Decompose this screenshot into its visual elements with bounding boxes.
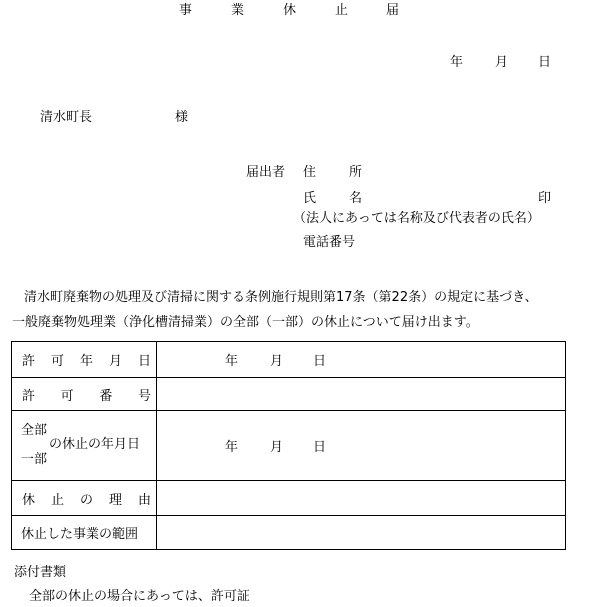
table-row-reason bbox=[12, 481, 566, 516]
address-label-char: 所 bbox=[349, 165, 363, 180]
applicant-label: 届出者 bbox=[246, 165, 286, 180]
label-partial: 一部 bbox=[21, 452, 48, 467]
body-line: 清水町廃棄物の処理及び清掃に関する条例施行規則第17条（第22条）の規定に基づき、 bbox=[24, 290, 538, 305]
date-day: 日 bbox=[538, 55, 552, 70]
table-row-permit-number bbox=[12, 378, 566, 411]
label-char: 許 bbox=[22, 354, 36, 369]
label-char: 由 bbox=[137, 492, 151, 508]
label-char: 可 bbox=[60, 388, 74, 404]
label-char: 日 bbox=[137, 354, 151, 369]
label-char: 止 bbox=[50, 492, 64, 508]
attachments-heading: 添付書類 bbox=[14, 565, 67, 580]
field-year: 年 bbox=[225, 354, 239, 369]
label-full: 全部 bbox=[21, 423, 48, 438]
suspension-date-field[interactable] bbox=[157, 411, 566, 481]
label-char: の bbox=[79, 492, 93, 508]
date-year: 年 bbox=[450, 55, 464, 70]
reason-label bbox=[12, 481, 157, 516]
label-char: 休 bbox=[22, 492, 36, 508]
field-day: 日 bbox=[313, 440, 327, 455]
corporate-note: （法人にあっては名称及び代表者の氏名） bbox=[293, 211, 540, 226]
permit-date-label bbox=[12, 342, 157, 378]
date-month: 月 bbox=[495, 55, 509, 70]
scope-label-text: 休止した事業の範囲 bbox=[21, 527, 139, 542]
field-month: 月 bbox=[270, 440, 284, 455]
label-char: 可 bbox=[50, 354, 64, 369]
suspension-date-label bbox=[12, 411, 157, 481]
field-day: 日 bbox=[313, 354, 327, 369]
title-char: 届 bbox=[386, 3, 400, 18]
table-row-scope bbox=[12, 516, 566, 550]
table-row-suspension-date bbox=[12, 411, 566, 481]
field-month: 月 bbox=[270, 354, 284, 369]
attachments-item: 全部の休止の場合にあっては、許可証 bbox=[29, 589, 250, 604]
label-char: 号 bbox=[137, 388, 151, 404]
scope-field[interactable] bbox=[157, 516, 566, 550]
label-char: 年 bbox=[79, 354, 93, 369]
body-line: 一般廃棄物処理業（浄化槽清掃業）の全部（一部）の休止について届け出ます。 bbox=[12, 315, 479, 330]
form-table bbox=[11, 341, 566, 550]
name-label-char: 氏 bbox=[303, 191, 317, 206]
name-label-char: 名 bbox=[349, 191, 363, 206]
field-year: 年 bbox=[225, 440, 239, 455]
table-row-permit-date bbox=[12, 342, 566, 378]
address-label-char: 住 bbox=[303, 165, 317, 180]
label-suffix: の休止の年月日 bbox=[49, 437, 141, 452]
label-char: 理 bbox=[108, 492, 122, 508]
reason-field[interactable] bbox=[157, 481, 566, 516]
scope-label bbox=[12, 516, 157, 550]
title-char: 業 bbox=[231, 3, 245, 18]
permit-number-field[interactable] bbox=[157, 378, 566, 411]
addressee-name: 清水町長 bbox=[40, 110, 93, 125]
phone-label: 電話番号 bbox=[303, 235, 356, 250]
label-char: 許 bbox=[22, 388, 36, 404]
seal-mark: 印 bbox=[538, 191, 552, 206]
title-char: 休 bbox=[283, 3, 297, 18]
title-char: 止 bbox=[335, 3, 349, 18]
addressee-honorific: 様 bbox=[175, 110, 189, 125]
permit-number-label bbox=[12, 378, 157, 411]
label-char: 番 bbox=[99, 388, 113, 404]
title-char: 事 bbox=[179, 3, 193, 18]
label-char: 月 bbox=[108, 354, 122, 369]
permit-date-field[interactable] bbox=[157, 342, 566, 378]
